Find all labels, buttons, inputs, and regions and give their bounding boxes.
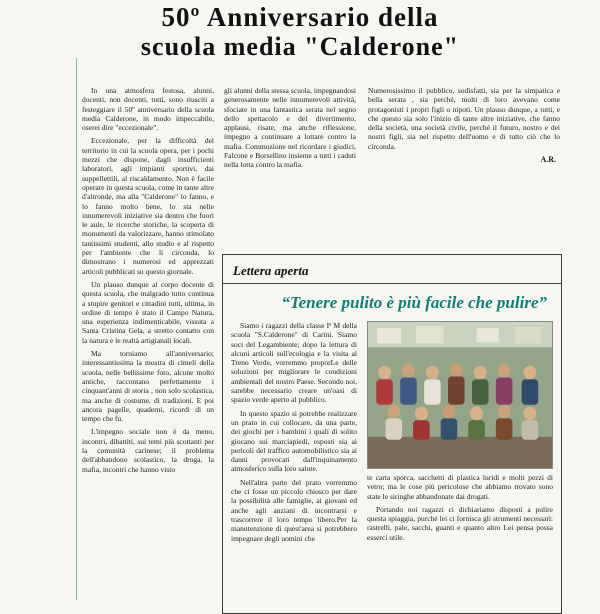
article-paragraph: gli alunni della stessa scuola, impegnandosi generosamente nelle innumerevoli attività, sfociate in una fantastica serata nel segno dello spettacolo e del divertimento, applausi, risate, ma anche riflessione, impegno a continuare a lottare contro la mafia. Commozione nel ricordare i giudici, Falcone e Borsellino insieme a tutti i caduti nella lotta contro la mafia.: [224, 86, 356, 170]
article-paragraph: Ma torniamo all'anniversario; interessantissima la mostra di cimeli della scuola, nelle bellissime foto, alcune molto antiche, raccontano perfettamente i cinquant'anni di storia , non solo scolastica, ma anche di costume, di tradizioni. E poi ancora pagelle, quaderni, ricordi di un tempo che fu.: [82, 349, 214, 424]
letter-paragraph: Portando noi ragazzi ci dichiariamo disposti a pulire questa spiaggia, purché lei ci fornisca gli strumenti necessari: rastrelli, pale, sacchi, guanti e quanto altro Lei pensa possa esserci utile.: [367, 504, 553, 542]
article-column-2: [224, 86, 356, 246]
article-paragraph: Un plauso dunque al corpo docente di questa scuola, che malgrado tutto continua a stupire genitori e cittadini tutti, ultima, in ordine di tempo è stato il Campo Natura, una esperienza indimenticabile, vissuta a Santa Cristina Gela, a stretto contatto con la natura e le realtà artigianali locali.: [82, 279, 214, 345]
classroom-photo: [367, 321, 553, 469]
letter-body: [231, 321, 553, 547]
left-margin-rule: [76, 58, 77, 600]
article-column-1: [82, 86, 214, 600]
letter-paragraph: In questo spazio si potrebbe realizzare un prato in cui collocare, da una parte, dei giochi per i bambini i quali di solito giocano sui marciapiedi, esposti sia ai pericoli del traffico automobilistico sia ai danni provocati dall'inquinamento atmosferico sulla loro salute.: [231, 408, 357, 474]
letter-text-below-photo: [367, 473, 553, 546]
letter-pull-quote: “Tenere pulito è più facile che pulire”: [281, 293, 547, 312]
author-signature: A.R.: [540, 155, 556, 165]
page-title: [0, 2, 600, 61]
article-paragraph: Numerosissimo il pubblico, sodisfatti, sia per la simpatica e bella serata , sia perché, molti di loro avevano come protagonisti i propri figli o nipoti. Un plauso dunque, a tutti, e che questo sia solo l'inizio di tante altre iniziative, che fanno della società, una società civile, perché il futuro, nostro e dei nostri figli, sia nel rispetto dell'uomo e di tutto ciò che lo circonda.: [368, 86, 560, 151]
open-letter-box: [222, 254, 562, 614]
article-column-3: [368, 86, 560, 246]
letter-paragraph: Nell'altra parte del prato vorremmo che ci fosse un piccolo chiosco per dare la possibilità alle famiglie, ai giovani ed anche agli anziani di incontrarsi e trascorrere il loro tempo libero.Per la manutenzione di quest'area si potrebbero impegnare degli uomini che: [231, 477, 357, 543]
page-title-line2: scuola media "Calderone": [140, 32, 460, 61]
letter-paragraph: Siamo i ragazzi della classe Iª M della scuola "S.Calderone" di Carini. Siamo soci del Legambiente; dopo la lettura di alcuni articoli sull'ecologia e la visita al Treno Verde, vorremmo proporLe delle soluzioni per migliorare le condizioni ambientali del nostro Paese. Secondo noi, sarebbe necessario creare un'oasi di spazio verde aperto al pubblico.: [231, 321, 357, 405]
letter-photo-column: [367, 321, 553, 547]
letter-paragraph: te carta sporca, sacchetti di plastica luridi e molti pezzi di vetro; ma le cose più pericolose che abbiamo trovato sono state le siringhe abbandonate dai drogati.: [367, 473, 553, 501]
article-paragraph: Eccezionale, per la difficoltà del territorio in cui la scuola opera, per i pochi mezzi che dispone, dagli insufficienti laboratori, agli impianti sportivi, dai suppellettili, al riscaldamento. Non è facile operare in questa scuola, come in tante altre d'altronde, ma alla "Calderone" lo fanno, e lo fanno molto bene, lo sta nelle innumerevoli iniziative sia dentro che fuori le aule, le ricerche storiche, la scoperta di monumenti da valorizzare, hanno stimolato tantissimi studenti, allo studio e al rispetto per l'ambiente che li circonda, lo dimostrano i numerosi ed apprezzati articoli pubblicati su questo giornale.: [82, 136, 214, 276]
page-title-line1: 50º Anniversario della: [161, 2, 439, 32]
letter-header-rule: [223, 283, 561, 284]
article-paragraph: L'impegno sociale non è da meno, incontri, dibattiti, sui temi più scottanti per la comunità carinese; il problema dell'abbandono scolastico, la droga, la mafia, incontri che hanno visto: [82, 427, 214, 474]
letter-section-header: Lettera aperta: [233, 263, 309, 278]
classroom-photo-illustration: [368, 322, 552, 468]
article-paragraph: In una atmosfera festosa, alunni, docenti, non docenti, tutti, sono riusciti a festeggiare il 50º anniversario della scuola media Calderone, in modo impeccabile, oserei dire "eccezionale".: [82, 86, 214, 133]
letter-text-column: [231, 321, 357, 547]
